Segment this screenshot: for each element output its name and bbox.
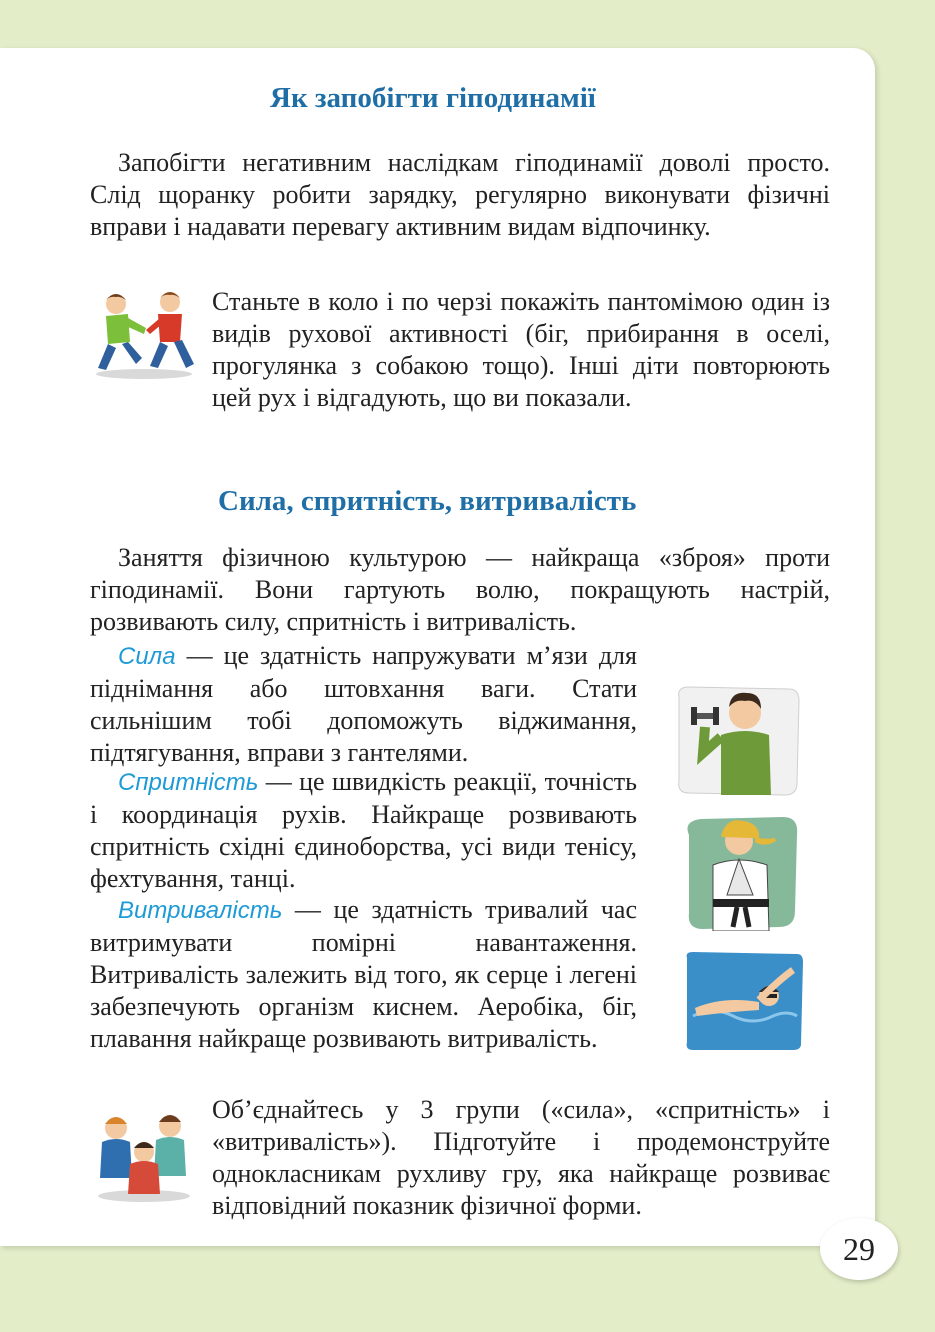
strength-paragraph <box>90 640 637 769</box>
task2-paragraph: Об’єднайтесь у 3 групи («сила», «спритність» і «витривалість»). Підготуйте і продемонструйте однокласникам рухливу гру, яка найкраще розвиває відповідний показник фізичної форми. <box>212 1095 830 1220</box>
heading-prevent-hypodynamia: Як запобігти гіподинамії <box>270 82 596 114</box>
heading-strength-agility-endurance: Сила, спритність, витривалість <box>218 485 637 517</box>
agility-text: — це швидкість реакції, точність і координація рухів. Найкраще розвивають спритність східні єдиноборства, усі види тенісу, фехтування, танці. <box>90 767 637 893</box>
term-strength: Сила <box>118 643 176 670</box>
term-agility: Спритність <box>118 769 259 796</box>
agility-paragraph <box>90 766 637 895</box>
para2-paragraph: Заняття фізичною культурою — найкраща «зброя» проти гіподинамії. Вони гартують волю, покращують настрій, розвивають силу, спритність і витривалість. <box>90 543 830 636</box>
endurance-text: — це здатність тривалий час витримувати помірні навантаження. Витривалість залежить від того, як серце і легені забезпечують організм киснем. Аеробіка, біг, плавання найкраще розвивають витривалість. <box>90 895 637 1053</box>
group-discussion-icon <box>90 1108 198 1204</box>
kids-game-icon <box>88 288 200 380</box>
intro-paragraph: Запобігти негативним наслідкам гіподинамії доволі просто. Слід щоранку робити зарядку, регулярно виконувати фізичні вправи і надавати перевагу активним видам відпочинку. <box>90 148 830 241</box>
endurance-paragraph <box>90 894 637 1055</box>
task1-paragraph: Станьте в коло і по черзі покажіть пантомімою один із видів рухової активності (біг, прибирання в оселі, прогулянка з собакою тощо). Інші діти повторюють цей рух і відгадують, що ви показали. <box>212 287 830 412</box>
dumbbell-boy-illustration <box>673 683 803 798</box>
karate-girl-illustration <box>683 815 801 931</box>
term-endurance: Витривалість <box>118 897 283 924</box>
page-number: 29 <box>820 1218 898 1280</box>
strength-text: — це здатність напружувати м’язи для піднімання або штовхання ваги. Стати сильнішим тобі допоможуть віджимання, підтягування, вправи з гантелями. <box>90 641 637 767</box>
swimmer-illustration <box>683 950 805 1052</box>
